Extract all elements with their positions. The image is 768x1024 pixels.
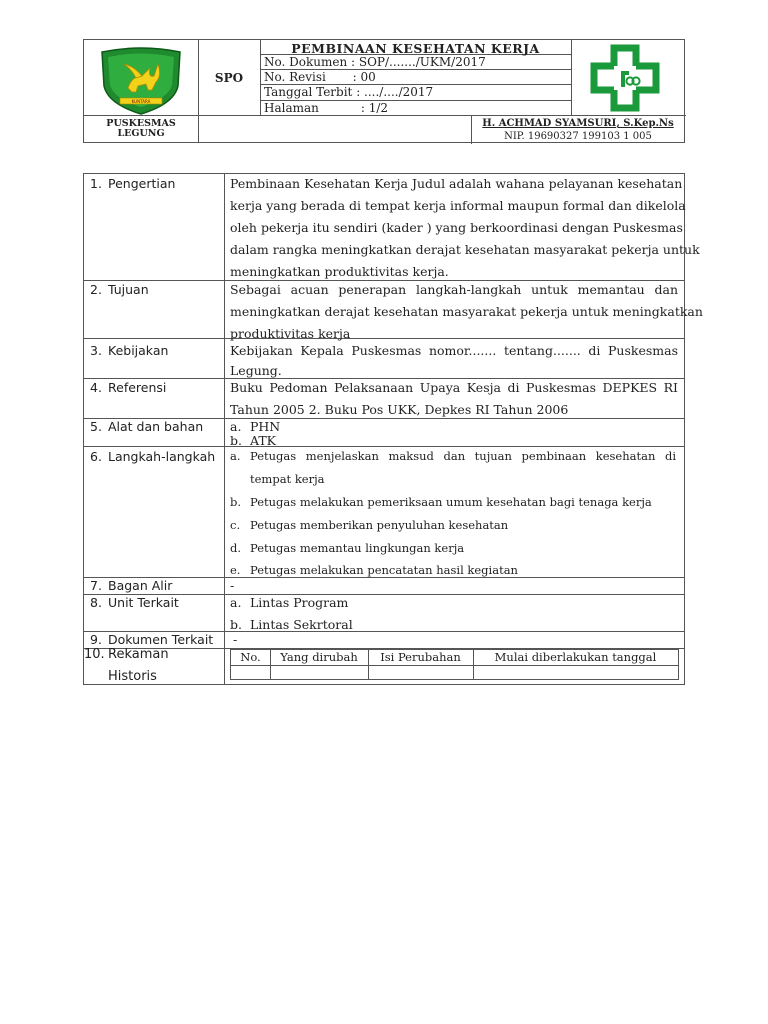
no-dokumen: No. Dokumen : SOP/......./UKM/2017 — [264, 55, 486, 69]
sop-table — [83, 173, 703, 685]
list-item: tempat kerja — [250, 472, 325, 486]
kebijakan-line: Legung. — [230, 363, 282, 378]
list-item: b. ATK — [230, 433, 277, 448]
column-header: No. — [240, 650, 261, 664]
row-label-rekaman-line2: Historis — [108, 669, 157, 684]
column-header: Mulai diberlakukan tanggal — [494, 650, 657, 664]
referensi-line: Buku Pedoman Pelaksanaan Upaya Kesja di Puskesmas DEPKES RI — [230, 380, 678, 395]
document-title: PEMBINAAN KESEHATAN KERJA — [291, 41, 540, 56]
signatory-name: H. ACHMAD SYAMSURI, S.Kep.Ns — [482, 118, 674, 129]
puskesmas-emblem — [590, 44, 660, 112]
no-revisi: No. Revisi : 00 — [264, 70, 376, 84]
bagan-value: - — [230, 578, 235, 593]
halaman: Halaman : 1/2 — [264, 101, 389, 115]
referensi-line: Tahun 2005 2. Buku Pos UKK, Depkes RI Tahun 2006 — [230, 402, 569, 417]
list-item: e. Petugas melakukan pencatatan hasil kegiatan — [230, 563, 518, 577]
kebijakan-line: Kebijakan Kepala Puskesmas nomor....... tentang....... di Puskesmas — [230, 343, 678, 358]
column-header: Yang dirubah — [280, 650, 358, 664]
row-label-alat: 5. Alat dan bahan — [90, 419, 204, 434]
tujuan-line: meningkatkan derajat kesehatan masyarakat pekerja untuk meningkatkan — [230, 304, 703, 319]
row-label-bagan: 7. Bagan Alir — [90, 578, 173, 593]
document-header — [83, 39, 685, 143]
tanggal-terbit: Tanggal Terbit : ..../..../2017 — [264, 85, 434, 99]
row-label-referensi: 4. Referensi — [90, 380, 167, 395]
logo-ribbon-text: KUNTARA — [131, 99, 151, 104]
list-item: b. Petugas melakukan pemeriksaan umum kesehatan bagi tenaga kerja — [230, 495, 652, 509]
dokumen-value: - — [233, 632, 238, 647]
tujuan-line: produktivitas kerja — [230, 326, 351, 341]
signatory-nip: NIP. 19690327 199103 1 005 — [504, 131, 652, 142]
pengertian-line: Pembinaan Kesehatan Kerja Judul adalah wahana pelayanan kesehatan — [230, 176, 683, 191]
spo-label: SPO — [214, 70, 244, 85]
list-item: d. Petugas memantau lingkungan kerja — [230, 541, 465, 555]
list-item: a. PHN — [230, 419, 281, 434]
pengertian-line: oleh pekerja itu sendiri (kader ) yang berkoordinasi dengan Puskesmas — [230, 220, 683, 235]
tujuan-line: Sebagai acuan penerapan langkah-langkah untuk memantau dan — [230, 282, 678, 297]
list-item: a. Lintas Program — [230, 595, 349, 610]
list-item: b. Lintas Sekrtoral — [230, 617, 353, 632]
pengertian-line: kerja yang berada di tempat kerja informal maupun formal dan dikelola — [230, 198, 686, 213]
row-label-unit: 8. Unit Terkait — [90, 595, 179, 610]
row-label-rekaman: 10. Rekaman — [84, 647, 169, 662]
list-item: a. Petugas menjelaskan maksud dan tujuan pembinaan kesehatan di — [230, 449, 676, 463]
puskesmas-logo — [98, 46, 184, 116]
pengertian-line: dalam rangka meningkatkan derajat kesehatan masyarakat pekerja untuk — [230, 242, 700, 257]
row-label-pengertian: 1. Pengertian — [90, 176, 176, 191]
revision-history-table — [230, 649, 679, 680]
column-header: Isi Perubahan — [380, 650, 461, 664]
pengertian-line: meningkatkan produktivitas kerja. — [230, 264, 449, 279]
organization-name: PUSKESMAS LEGUNG — [106, 118, 176, 139]
row-label-tujuan: 2. Tujuan — [90, 282, 149, 297]
row-label-langkah: 6. Langkah-langkah — [90, 449, 216, 464]
row-label-kebijakan: 3. Kebijakan — [90, 343, 169, 358]
list-item: c. Petugas memberikan penyuluhan kesehatan — [230, 518, 509, 532]
row-label-dokumen: 9. Dokumen Terkait — [90, 632, 214, 647]
